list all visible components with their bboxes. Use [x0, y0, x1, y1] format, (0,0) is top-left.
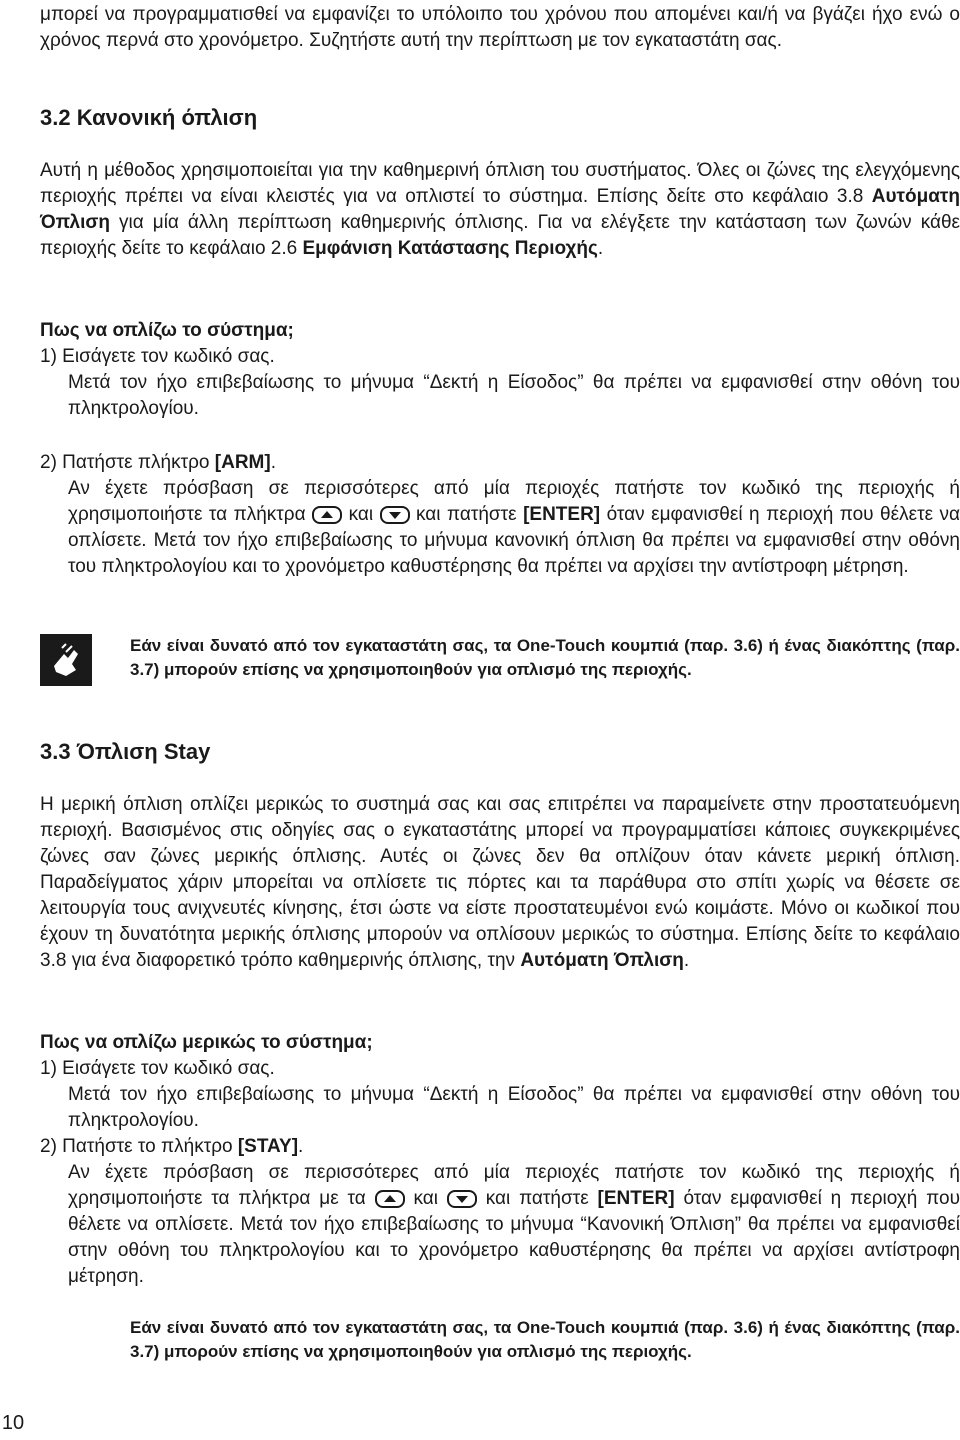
para-text: .: [683, 950, 690, 971]
step-1: 1) Εισάγετε τον κωδικό σας.: [40, 346, 275, 367]
step-text: και: [342, 504, 380, 525]
step-text: .: [270, 452, 276, 473]
section-number: 3.2: [40, 105, 71, 130]
up-key-icon: [375, 1190, 405, 1208]
step-1: 1) Εισάγετε τον κωδικό σας.: [40, 1058, 275, 1079]
note-3-2: [40, 634, 960, 686]
section-title: Κανονική όπλιση: [76, 105, 258, 130]
step-text: και πατήστε: [409, 504, 524, 525]
section-heading-3-3: [40, 738, 210, 766]
down-key-icon: [380, 506, 410, 524]
section-number: 3.3: [40, 739, 71, 764]
intro-paragraph: μπορεί να προγραμματισθεί να εμφανίζει το υπόλοιπο του χρόνου που απομένει και/ή να βγάζει ήχο ενώ ο χρόνος περνά στο χρονόμετρο. Συζητήστε αυτή την περίπτωση με τον εγκαταστάτη σας.: [40, 4, 960, 51]
step-2-detail: [40, 1160, 960, 1290]
para-bold-ref: Εμφάνιση Κατάστασης Περιοχής: [302, 238, 598, 259]
key-name: [ENTER]: [597, 1188, 675, 1209]
question-heading: Πως να οπλίζω μερικώς το σύστημα;: [40, 1032, 373, 1053]
step-2: [40, 1134, 303, 1160]
step-1-detail: Μετά τον ήχο επιβεβαίωσης το μήνυμα “Δεκτή η Είσοδος” θα πρέπει να εμφανισθεί στην οθόνη του πληκτρολογίου.: [68, 1084, 960, 1131]
section-heading-3-2: [40, 104, 257, 132]
step-2: [40, 450, 276, 476]
step-text: Αν έχετε πρόσβαση σε περισσότερες από μία περιοχές πατήστε τον κωδικό της περιοχής ή χρησιμοποιήστε τα πλήκτρα: [68, 478, 960, 525]
para-bold-ref: Αυτόματη Όπλιση: [40, 186, 960, 233]
note-3-3: [40, 1316, 960, 1364]
step-text: 2) Πατήστε το πλήκτρο: [40, 1136, 238, 1157]
step-text: όταν εμφανισθεί η περιοχή που θέλετε να οπλίσετε. Μετά τον ήχο επιβεβαίωσης το μήνυμα “Κανονική Όπλιση” θα πρέπει να εμφανισθεί στην οθόνη του πληκτρολογίου και το χρονόμετρο καθυστέρησης θα πρέπει να αρχίσει αντίστροφη μέτρηση.: [68, 1188, 960, 1287]
step-text: Αν έχετε πρόσβαση σε περισσότερες από μία περιοχές πατήστε τον κωδικό της περιοχής ή χρησιμοποιήστε τα πλήκτρα με τα: [68, 1162, 960, 1209]
step-text: .: [298, 1136, 304, 1157]
step-text: 2) Πατήστε πλήκτρο: [40, 452, 215, 473]
step-1-detail: Μετά τον ήχο επιβεβαίωσης το μήνυμα “Δεκτή η Είσοδος” θα πρέπει να εμφανισθεί στην οθόνη του πληκτρολογίου.: [68, 372, 960, 419]
para-text: .: [597, 238, 604, 259]
key-name: [ARM]: [214, 452, 271, 473]
page-number: 10: [1, 1412, 25, 1434]
down-key-icon: [447, 1190, 477, 1208]
key-name: [STAY]: [237, 1136, 299, 1157]
para-text: Αυτή η μέθοδος χρησιμοποιείται για την καθημερινή όπλιση του συστήματος. Όλες οι ζώνες της ελεγχόμενης περιοχής πρέπει να είναι κλειστές για να οπλιστεί το σύστημα. Επίσης δείτε στο κεφάλαιο 3.8: [40, 160, 960, 207]
up-key-icon: [312, 506, 342, 524]
note-text: Εάν είναι δυνατό από τον εγκαταστάτη σας, τα One-Touch κουμπιά (παρ. 3.6) ή ένας διακόπτης (παρ. 3.7) μπορούν επίσης να χρησιμοποιηθούν για οπλισμό της περιοχής.: [130, 1318, 960, 1361]
step-text: όταν εμφανισθεί η περιοχή που θέλετε να οπλίσετε. Μετά τον ήχο επιβεβαίωσης το μήνυμα κανονική όπλιση θα πρέπει να εμφανισθεί στην οθόνη του πληκτρολογίου και το χρονόμετρο καθυστέρησης θα πρέπει να αρχίσει την αντίστροφη μέτρηση.: [68, 504, 960, 577]
para-text: Η μερική όπλιση οπλίζει μερικώς το συστημά σας και σας επιτρέπει να παραμείνετε στην προστατευόμενη περιοχή. Βασισμένος στις οδηγίες σας ο εγκαταστάτης μπορεί να προγραμματίσει κάποιες συγκεκριμένες ζώνες σαν ζώνες μερικής όπλισης. Αυτές οι ζώνες δεν θα οπλίζουν όταν κάνετε μερική όπλιση. Παραδείγματος χάριν μπορείται να οπλίσετε τις πόρτες και τα παράθυρα στο σπίτι χωρίς να θέσετε σε λειτουργία τους ανιχνευτές κίνησης, έτσι ώστε να είστε προστατευμένοι ενώ κοιμάστε. Μόνο οι κωδικοί που έχουν τη δυνατότητα μερικής όπλισης μπορούν να οπλίσουν μερικώς το σύστημα. Επίσης δείτε το κεφάλαιο 3.8 για ένα διαφορετικό τρόπο καθημερινής όπλισης, την: [40, 794, 960, 971]
para-bold-ref: Αυτόματη Όπλιση: [520, 950, 684, 971]
para-text: για μία άλλη περίπτωση καθημερινής όπλισης. Για να ελέγξετε την κατάσταση των ζωνών κάθε περιοχής δείτε το κεφάλαιο 2.6: [40, 212, 960, 259]
section-title: Όπλιση Stay: [76, 739, 211, 764]
section-3-2-paragraph: [40, 158, 960, 262]
section-3-3-paragraph: [40, 792, 960, 974]
key-name: [ENTER]: [523, 504, 601, 525]
question-heading: Πως να οπλίζω το σύστημα;: [40, 320, 294, 341]
step-text: και πατήστε: [476, 1188, 598, 1209]
note-text: Εάν είναι δυνατό από τον εγκαταστάτη σας, τα One-Touch κουμπιά (παρ. 3.6) ή ένας διακόπτης (παρ. 3.7) μπορούν επίσης να χρησιμοποιηθούν για οπλισμό της περιοχής.: [130, 636, 960, 679]
hand-note-icon: [40, 634, 92, 686]
step-2-detail: [40, 476, 960, 580]
step-text: και: [404, 1188, 447, 1209]
